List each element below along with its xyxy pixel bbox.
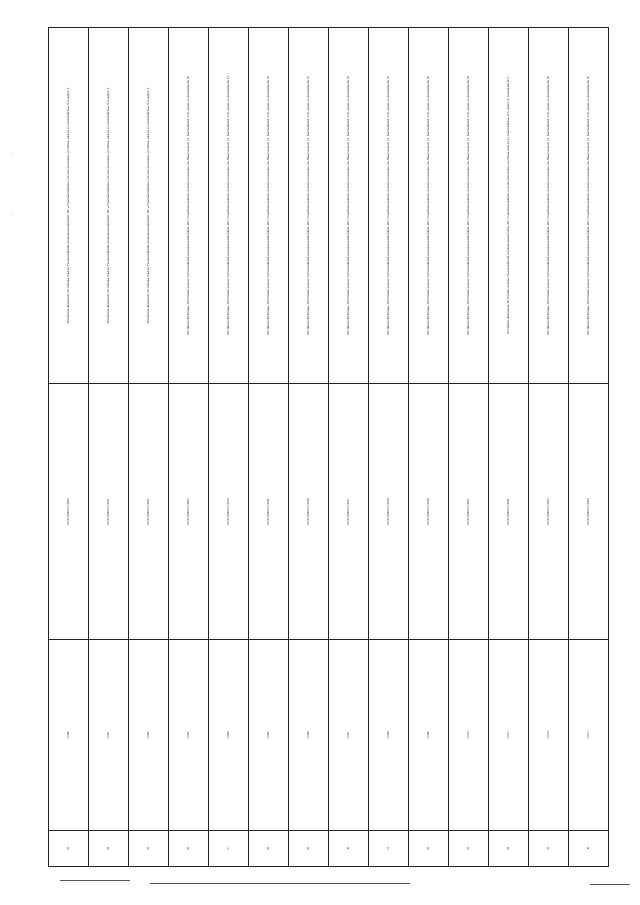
address-cell: Российская Федерация, Республика Адыгея, Тахтамукайский муниципальный район, МО «Старобжегокайское сельское поселение» аул Новая Адыгея, ул. Бжегокайская, 31/6, корпус 4, помещение № 29	[529, 28, 569, 384]
address-cell: Российская Федерация, Республика Адыгея, Тахтамукайский муниципальный район, МО «Старобжегокайское сельское поселение» аул Новая Адыгея, ул. Бжегокайская, 31/6, корпус 4, помещение № 24	[329, 28, 369, 384]
footer-line	[590, 884, 630, 885]
table-row	[529, 28, 569, 867]
row-number-cell: 31	[369, 831, 409, 867]
footer-line	[150, 883, 410, 884]
table-row	[169, 28, 209, 867]
row-number-cell: 35	[529, 831, 569, 867]
record-id-cell: 17464	[209, 640, 249, 831]
row-number-cell: 28	[249, 831, 289, 867]
table-row	[489, 28, 529, 867]
table-row	[249, 28, 289, 867]
record-id-cell: 17469	[409, 640, 449, 831]
address-cell: Российская Федерация, Республика Адыгея, Тахтамукайский муниципальный район, МО «Старобжегокайское сельское поселение» аул Новая Адыгея, ул. Бжегокайская, 31/6, корпус 4, помещение № 21	[209, 28, 249, 384]
address-cell: Российская Федерация, Республика Адыгея, Тахтамукайский муниципальный район, МО «Старобжегокайское сельское поселение» аул Новая Адыгея, ул. Бжегокайская, 31/6, корпус 4	[49, 28, 89, 384]
record-id-cell: 17471	[489, 640, 529, 831]
scan-edge-mark: ·	[10, 150, 13, 159]
record-id-cell: 17472	[529, 640, 569, 831]
rotated-table-wrapper	[48, 32, 590, 867]
record-id-cell: 17467	[329, 640, 369, 831]
row-number-cell: 29	[289, 831, 329, 867]
cadastral-number-cell: 01:05:2900013:14555	[249, 384, 289, 640]
record-id-cell: 17468	[369, 640, 409, 831]
cadastral-number-cell: 01:05:2900013:14552	[129, 384, 169, 640]
table-row	[329, 28, 369, 867]
record-id-cell: 17460	[49, 640, 89, 831]
cadastral-number-cell: 01:05:2900013:14551	[89, 384, 129, 640]
table-row	[89, 28, 129, 867]
table-row	[369, 28, 409, 867]
cadastral-number-cell: 01:05:2900013:14553	[169, 384, 209, 640]
row-number-cell: 26	[169, 831, 209, 867]
cadastral-number-cell: 01:05:2900013:14564	[569, 384, 609, 640]
cadastral-number-cell: 01:05:2900013:14554	[209, 384, 249, 640]
table-row	[449, 28, 489, 867]
table-body	[49, 28, 609, 867]
cadastral-number-cell: 01:05:2900013:14563	[529, 384, 569, 640]
table-row	[289, 28, 329, 867]
record-id-cell: 17465	[249, 640, 289, 831]
table-row	[409, 28, 449, 867]
address-cell: Российская Федерация, Республика Адыгея, Тахтамукайский муниципальный район, МО «Старобжегокайское сельское поселение» аул Новая Адыгея, ул. Бжегокайская, 31/6, корпус 4, помещение № 22	[249, 28, 289, 384]
address-cell: Российская Федерация, Республика Адыгея, Тахтамукайский муниципальный район, МО «Старобжегокайское сельское поселение» аул Новая Адыгея, ул. Бжегокайская, 31/6, корпус 4, помещение № 23	[289, 28, 329, 384]
record-id-cell: 17461	[89, 640, 129, 831]
row-number-cell: 32	[409, 831, 449, 867]
record-id-cell: 17463	[169, 640, 209, 831]
cadastral-number-cell: 01:05:2900013:14556	[289, 384, 329, 640]
row-number-cell: 36	[569, 831, 609, 867]
table-row	[129, 28, 169, 867]
footer-line	[60, 880, 130, 881]
record-id-cell: 17466	[289, 640, 329, 831]
address-cell: Российская Федерация, Республика Адыгея, Тахтамукайский муниципальный район, МО «Старобжегокайское сельское поселение» аул Новая Адыгея, ул. Бжегокайская, 31/6, корпус 4, помещение № 20	[169, 28, 209, 384]
scan-edge-mark: ·	[10, 210, 13, 219]
cadastral-number-cell: 01:05:2900013:14558	[369, 384, 409, 640]
record-id-cell: 17462	[129, 640, 169, 831]
cadastral-number-cell: 01:05:2900013:14549	[49, 384, 89, 640]
table-row	[49, 28, 89, 867]
row-number-cell: 23	[49, 831, 89, 867]
row-number-cell: 33	[449, 831, 489, 867]
table-row	[209, 28, 249, 867]
address-cell: Российская Федерация, Республика Адыгея, Тахтамукайский муниципальный район, МО «Старобжегокайское сельское поселение» аул Новая Адыгея, ул. Бжегокайская, 31/6, корпус 4, помещение № 25	[369, 28, 409, 384]
cadastral-number-cell: 01:05:2900013:14562	[489, 384, 529, 640]
record-id-cell: 17473	[569, 640, 609, 831]
address-cell: Российская Федерация, Республика Адыгея, Тахтамукайский муниципальный район, МО «Старобжегокайское сельское поселение» аул Новая Адыгея, ул. Бжегокайская, 31/6, корпус 4	[129, 28, 169, 384]
address-cell: Российская Федерация, Республика Адыгея, Тахтамукайский муниципальный район, МО «Старобжегокайское сельское поселение» аул Новая Адыгея, ул. Бжегокайская, 31/6, корпус 4, помещение № 28	[449, 28, 489, 384]
row-number-cell: 27	[209, 831, 249, 867]
address-cell: Российская Федерация, Республика Адыгея, Тахтамукайский муниципальный район, МО «Старобжегокайское сельское поселение» аул Новая Адыгея, ул. Бжегокайская, 31/6, корпус 4, помещение № 30	[569, 28, 609, 384]
row-number-cell: 25	[129, 831, 169, 867]
address-cell: Российская Федерация, Республика Адыгея, Тахтамукайский муниципальный район, МО «Старобжегокайское сельское поселение» аул Новая Адыгея, ул. Бжегокайская, 31/6, корпус 4, помещение № 26	[409, 28, 449, 384]
address-cell: Российская Федерация, Республика Адыгея, Тахтамукайский муниципальный район, МО «Старобжегокайское сельское поселение» аул Новая Адыгея, ул. Бжегокайская, 31/6, корпус 4	[89, 28, 129, 384]
table-row	[569, 28, 609, 867]
property-registry-table	[48, 27, 609, 867]
row-number-cell: 30	[329, 831, 369, 867]
cadastral-number-cell: 01:05:2900013:14557	[329, 384, 369, 640]
record-id-cell: 17470	[449, 640, 489, 831]
address-cell: Российская Федерация, Республика Адыгея, Тахтамукайский муниципальный район, МО «Старобжегокайское сельское поселение» аул Новая Адыгея, ул. Бжегокайская, 31/6, корпус 4, помещение № 2	[489, 28, 529, 384]
row-number-cell: 24	[89, 831, 129, 867]
cadastral-number-cell: 01:05:2900013:14561	[449, 384, 489, 640]
row-number-cell: 34	[489, 831, 529, 867]
cadastral-number-cell: 01:05:2900013:14559	[409, 384, 449, 640]
